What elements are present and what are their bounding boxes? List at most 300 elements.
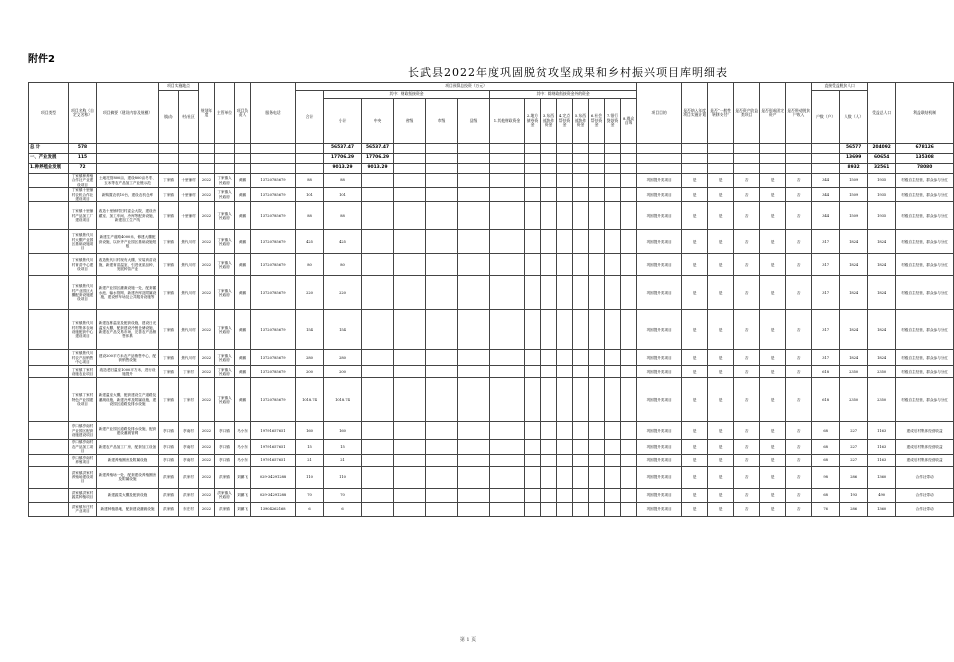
q3: 否 [734, 502, 760, 516]
empty-cell [621, 366, 637, 378]
year: 2022 [199, 454, 215, 466]
empty-cell [394, 350, 426, 366]
col-project-name: 项目名称（自定义名称） [69, 83, 97, 144]
mechanism: 村级自主经营，群众参与分红 [896, 174, 954, 188]
table-row [29, 230, 954, 254]
empty-cell [573, 350, 589, 366]
empty-cell [362, 350, 394, 366]
empty-cell [199, 154, 215, 164]
empty-cell [605, 164, 621, 174]
summary-total-pop: 78080 [896, 164, 954, 174]
q3: 否 [734, 310, 760, 350]
empty-cell [621, 254, 637, 276]
households: 68 [812, 422, 840, 440]
empty-cell [97, 154, 159, 164]
phone: 19791657651 [251, 454, 296, 466]
subtotal: 88 [324, 202, 362, 230]
total-pop: 1824 [868, 276, 896, 310]
empty-cell [605, 254, 621, 276]
empty-cell [589, 174, 605, 188]
q4: 是 [760, 174, 786, 188]
q1: 是 [682, 230, 708, 254]
empty-cell [199, 144, 215, 154]
purpose: 巩固提升类项目 [637, 366, 682, 378]
purpose: 巩固提升类项目 [637, 188, 682, 202]
people: 1824 [840, 350, 868, 366]
dept: 丁家镇人民政府 [215, 188, 235, 202]
empty-cell [490, 254, 525, 276]
project-summary: 建设200平方米农产品销售中心，配套销售设施 [97, 350, 159, 366]
q4: 是 [760, 422, 786, 440]
q4: 是 [760, 378, 786, 422]
empty-cell [557, 366, 573, 378]
summary-label: 总 计 [29, 144, 69, 154]
empty-cell [426, 422, 458, 440]
col-location-group: 项目实施地点 [159, 83, 199, 91]
empty-cell [605, 174, 621, 188]
empty-cell [812, 164, 840, 174]
empty-cell [362, 366, 394, 378]
summary-count: 115 [69, 154, 97, 164]
phone: 13720785679 [251, 188, 296, 202]
empty-cell [426, 310, 458, 350]
empty-cell [458, 366, 490, 378]
project-table [28, 82, 954, 517]
households: 68 [812, 440, 840, 454]
dept: 丁家镇人民政府 [215, 202, 235, 230]
q1: 是 [682, 188, 708, 202]
empty-cell [179, 154, 199, 164]
empty-cell [708, 144, 734, 154]
empty-cell [621, 188, 637, 202]
col-project-type: 项目类型 [29, 83, 69, 144]
empty-cell [541, 164, 557, 174]
project-summary: 新建农产品加工厂房，配套加工设备 [97, 440, 159, 454]
project-name: 洪家镇东庄村产业项目 [69, 502, 97, 516]
empty-cell [605, 230, 621, 254]
phone: 13720785679 [251, 230, 296, 254]
empty-cell [426, 144, 458, 154]
purpose: 巩固提升类项目 [637, 378, 682, 422]
empty-cell [490, 502, 525, 516]
table-row [29, 440, 954, 454]
total-pop: 1360 [868, 502, 896, 516]
empty-cell [541, 276, 557, 310]
col-fiscal-group: 其中：财政衔接资金 [324, 91, 490, 99]
q1: 是 [682, 488, 708, 502]
person: 黄鹏 [235, 350, 251, 366]
empty-cell [812, 144, 840, 154]
empty-cell [541, 144, 557, 154]
table-row [29, 422, 954, 440]
empty-cell [605, 366, 621, 378]
year: 2022 [199, 378, 215, 422]
summary-row [29, 164, 954, 174]
table-row [29, 488, 954, 502]
empty-cell [394, 174, 426, 188]
empty-cell [605, 154, 621, 164]
empty-cell [557, 454, 573, 466]
purpose: 巩固提升类项目 [637, 230, 682, 254]
col-nf7: 7.银行贷款资金 [605, 99, 621, 144]
subtotal: 80 [324, 254, 362, 276]
empty-cell [394, 502, 426, 516]
empty-cell [426, 466, 458, 488]
empty-cell [541, 378, 557, 422]
empty-cell [557, 378, 573, 422]
empty-cell [557, 144, 573, 154]
table-row [29, 466, 954, 488]
subtotal: 70 [324, 488, 362, 502]
col-q5: 是否带动脱贫户收入 [786, 83, 812, 144]
purpose: 巩固提升类项目 [637, 502, 682, 516]
empty-cell [362, 454, 394, 466]
project-name: 亭口镇亭南村养殖项目 [69, 454, 97, 466]
empty-cell [426, 254, 458, 276]
total-pop: 2350 [868, 378, 896, 422]
households: 68 [812, 488, 840, 502]
year: 2022 [199, 488, 215, 502]
total-pop: 1824 [868, 350, 896, 366]
summary-total-pop: 678126 [896, 144, 954, 154]
phone: 13720785679 [251, 276, 296, 310]
empty-cell [589, 310, 605, 350]
empty-cell [362, 310, 394, 350]
empty-cell [525, 144, 541, 154]
summary-households: 13699 [840, 154, 868, 164]
q3: 否 [734, 378, 760, 422]
dept: 亭口镇 [215, 454, 235, 466]
empty-cell [458, 454, 490, 466]
q5: 否 [786, 254, 812, 276]
mechanism: 村级自主经营，群众参与分红 [896, 310, 954, 350]
summary-people: 204092 [868, 144, 896, 154]
empty-cell [541, 174, 557, 188]
empty-cell [525, 202, 541, 230]
purpose: 巩固提升类项目 [637, 466, 682, 488]
empty-cell [490, 154, 525, 164]
people: 227 [840, 454, 868, 466]
households: 317 [812, 350, 840, 366]
town: 丁家镇 [159, 174, 179, 188]
empty-cell [605, 276, 621, 310]
empty-cell [589, 202, 605, 230]
town: 丁家镇 [159, 350, 179, 366]
empty-cell [541, 440, 557, 454]
project-summary: 新购置农机10台，建设农机仓库 [97, 188, 159, 202]
q4: 是 [760, 202, 786, 230]
total: 15 [296, 440, 324, 454]
col-mechanism: 利益联结机制 [896, 83, 954, 144]
empty-cell [605, 488, 621, 502]
empty-cell [490, 188, 525, 202]
dept: 丁家镇人民政府 [215, 310, 235, 350]
empty-cell [490, 366, 525, 378]
dept: 洪家镇 [215, 502, 235, 516]
q1: 是 [682, 174, 708, 188]
mechanism: 村级自主经营，群众参与分红 [896, 254, 954, 276]
col-city: 市级 [426, 99, 458, 144]
people: 2350 [840, 366, 868, 378]
empty-cell [394, 144, 426, 154]
q2: 是 [708, 366, 734, 378]
empty-cell [573, 440, 589, 454]
empty-cell [605, 502, 621, 516]
empty-cell [215, 154, 235, 164]
empty-cell [541, 466, 557, 488]
q5: 否 [786, 378, 812, 422]
summary-total: 56537.47 [324, 144, 362, 154]
empty-cell [362, 466, 394, 488]
empty-cell [251, 154, 296, 164]
col-phone: 服务电话 [251, 83, 296, 144]
phone: 19791657651 [251, 440, 296, 454]
village: 焦代川村 [179, 350, 199, 366]
total-pop: 1163 [868, 454, 896, 466]
q4: 是 [760, 310, 786, 350]
village: 焦代川村 [179, 254, 199, 276]
empty-cell [362, 276, 394, 310]
total-pop: 1935 [868, 188, 896, 202]
empty-cell [394, 466, 426, 488]
q2: 是 [708, 422, 734, 440]
col-nf3: 3.东西部协作资金 [541, 99, 557, 144]
project-type-cell [29, 502, 69, 516]
empty-cell [557, 154, 573, 164]
village: 亭南村 [179, 454, 199, 466]
people: 227 [840, 440, 868, 454]
project-type-cell [29, 310, 69, 350]
person: 黄鹏 [235, 188, 251, 202]
total: 425 [296, 230, 324, 254]
empty-cell [362, 202, 394, 230]
empty-cell [637, 144, 682, 154]
mechanism: 合作社带动 [896, 488, 954, 502]
empty-cell [557, 440, 573, 454]
person: 黄鹏 [235, 202, 251, 230]
empty-cell [362, 488, 394, 502]
project-summary: 新建养殖圈舍及附属设施 [97, 454, 159, 466]
empty-cell [490, 378, 525, 422]
col-purpose: 项目目的 [637, 83, 682, 144]
person: 刘鹏飞 [235, 488, 251, 502]
total-pop: 490 [868, 488, 896, 502]
project-summary: 新建温室大棚，配套建设生产道路及灌溉设施，新建冷库及附属设施，建设园区道路及排水设施 [97, 378, 159, 422]
project-type-cell [29, 422, 69, 440]
empty-cell [525, 174, 541, 188]
total: 70 [296, 488, 324, 502]
project-summary: 新建生产道路4000米，修建大棚配套设施，以补齐产业园区基础设施短板 [97, 230, 159, 254]
year: 2022 [199, 230, 215, 254]
purpose: 巩固提升类项目 [637, 174, 682, 188]
mechanism: 合作社带动 [896, 466, 954, 488]
empty-cell [458, 422, 490, 440]
project-name: 丁家镇焦代川村大棚产业园区基础设施项目 [69, 230, 97, 254]
person: 马小东 [235, 440, 251, 454]
empty-cell [734, 164, 760, 174]
q1: 是 [682, 366, 708, 378]
empty-cell [541, 366, 557, 378]
people: 1509 [840, 202, 868, 230]
project-summary: 新建产业园区灌溉设施一处，配套蓄水池、输水管网，新建冷库及附属设施，建设停车场及公共服务设施等 [97, 276, 159, 310]
total: 88 [296, 202, 324, 230]
q2: 是 [708, 202, 734, 230]
col-nf1: 1.其他财政资金 [490, 99, 525, 144]
project-type-cell [29, 276, 69, 310]
people: 1824 [840, 276, 868, 310]
empty-cell [708, 154, 734, 164]
mechanism: 村级自主经营，群众参与分红 [896, 188, 954, 202]
empty-cell [458, 188, 490, 202]
empty-cell [458, 378, 490, 422]
empty-cell [589, 466, 605, 488]
empty-cell [541, 422, 557, 440]
empty-cell [621, 202, 637, 230]
empty-cell [525, 454, 541, 466]
village: 十里铺村 [179, 188, 199, 202]
q3: 否 [734, 188, 760, 202]
empty-cell [589, 454, 605, 466]
project-type-cell [29, 188, 69, 202]
subtotal: 15 [324, 440, 362, 454]
empty-cell [490, 276, 525, 310]
village: 丁家村 [179, 378, 199, 422]
empty-cell [557, 310, 573, 350]
town: 丁家镇 [159, 276, 179, 310]
summary-subtotal: 17706.29 [362, 154, 394, 164]
q4: 是 [760, 366, 786, 378]
town: 亭口镇 [159, 440, 179, 454]
empty-cell [426, 488, 458, 502]
empty-cell [394, 154, 426, 164]
households: 317 [812, 276, 840, 310]
project-type-cell [29, 466, 69, 488]
empty-cell [573, 502, 589, 516]
empty-cell [525, 154, 541, 164]
empty-cell [458, 502, 490, 516]
table-row [29, 188, 954, 202]
project-name: 洪家镇洪家村蔬菜种植项目 [69, 488, 97, 502]
empty-cell [362, 188, 394, 202]
empty-cell [589, 502, 605, 516]
total-pop: 1824 [868, 254, 896, 276]
subtotal: 6 [324, 502, 362, 516]
empty-cell [573, 488, 589, 502]
q1: 是 [682, 422, 708, 440]
col-nf8: 8.群众自筹 [621, 99, 637, 144]
summary-subtotal: 9013.29 [362, 164, 394, 174]
empty-cell [458, 144, 490, 154]
empty-cell [296, 154, 324, 164]
empty-cell [557, 466, 573, 488]
q2: 是 [708, 188, 734, 202]
dept: 丁家镇人民政府 [215, 230, 235, 254]
empty-cell [525, 378, 541, 422]
people: 1824 [840, 254, 868, 276]
empty-cell [525, 254, 541, 276]
attachment-label: 附件2 [28, 54, 55, 65]
empty-cell [637, 154, 682, 164]
col-nf4: 4.定点帮扶资金 [557, 99, 573, 144]
empty-cell [525, 488, 541, 502]
col-village: 村/社区 [179, 91, 199, 144]
households: 76 [812, 502, 840, 516]
year: 2022 [199, 440, 215, 454]
summary-count: 578 [69, 144, 97, 154]
purpose: 巩固提升类项目 [637, 422, 682, 440]
total: 220 [296, 276, 324, 310]
empty-cell [621, 466, 637, 488]
empty-cell [458, 174, 490, 188]
col-town: 镇/办 [159, 91, 179, 144]
empty-cell [557, 276, 573, 310]
empty-cell [458, 350, 490, 366]
q1: 是 [682, 276, 708, 310]
col-nonfiscal-group: 其中：除财政衔接资金外的资金 [490, 91, 637, 99]
year: 2022 [199, 366, 215, 378]
empty-cell [525, 422, 541, 440]
q1: 是 [682, 350, 708, 366]
q3: 否 [734, 366, 760, 378]
empty-cell [573, 366, 589, 378]
empty-cell [362, 230, 394, 254]
empty-cell [362, 174, 394, 188]
empty-cell [394, 188, 426, 202]
col-nf6: 6.社会帮扶资金 [589, 99, 605, 144]
dept: 丁家镇人民政府 [215, 254, 235, 276]
empty-cell [621, 154, 637, 164]
project-name: 丁家镇十里铺村产品加工厂建设项目 [69, 202, 97, 230]
village: 十里铺村 [179, 174, 199, 188]
project-summary: 新建蔬菜大棚及配套设施 [97, 488, 159, 502]
project-type-cell [29, 230, 69, 254]
q2: 是 [708, 440, 734, 454]
empty-cell [557, 422, 573, 440]
year: 2022 [199, 254, 215, 276]
empty-cell [525, 502, 541, 516]
mechanism: 村级自主经营，群众参与分红 [896, 366, 954, 378]
project-summary: 新建连栋温室及配套设施，建设日光温室大棚，配套建设冷链仓储设施，新建农产品交易市场，完善农产品销售体系 [97, 310, 159, 350]
q3: 否 [734, 466, 760, 488]
empty-cell [490, 202, 525, 230]
table-row [29, 174, 954, 188]
subtotal: 1018.74 [324, 378, 362, 422]
households: 344 [812, 188, 840, 202]
empty-cell [251, 144, 296, 154]
empty-cell [235, 164, 251, 174]
phone: 13720785679 [251, 174, 296, 188]
empty-cell [179, 164, 199, 174]
q4: 是 [760, 488, 786, 502]
empty-cell [682, 144, 708, 154]
empty-cell [621, 422, 637, 440]
q1: 是 [682, 310, 708, 350]
empty-cell [557, 164, 573, 174]
q5: 否 [786, 366, 812, 378]
dept: 洪家镇 [215, 466, 235, 488]
town: 丁家镇 [159, 378, 179, 422]
person: 刘鹏飞 [235, 466, 251, 488]
year: 2022 [199, 276, 215, 310]
empty-cell [179, 144, 199, 154]
town: 丁家镇 [159, 366, 179, 378]
mechanism: 村级自主经营，群众参与分红 [896, 378, 954, 422]
q2: 是 [708, 310, 734, 350]
col-total-pop: 受益总人口 [868, 83, 896, 144]
empty-cell [621, 488, 637, 502]
empty-cell [541, 254, 557, 276]
empty-cell [394, 230, 426, 254]
